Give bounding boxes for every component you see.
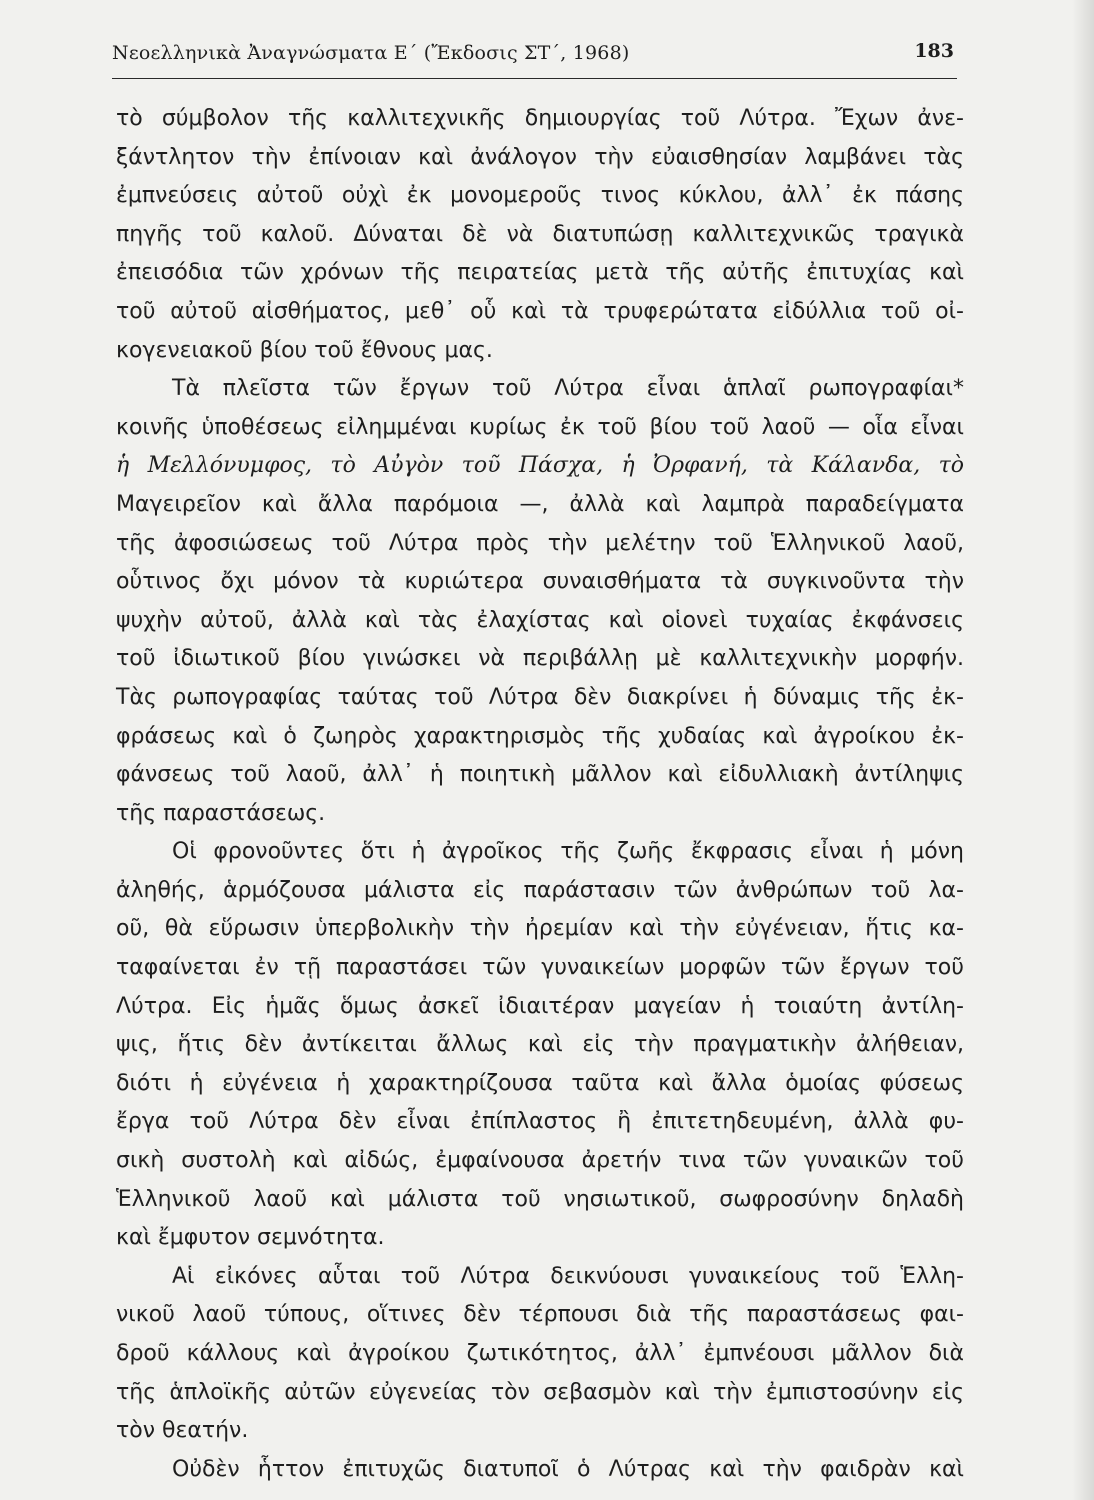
paragraph-start-line: Τὰ πλεῖστα τῶν ἔργων τοῦ Λύτρα εἶναι ἁπλαῖ ρωπογραφίαι*: [172, 376, 964, 402]
body-text: [116, 100, 964, 1489]
header-rule: [112, 78, 957, 79]
paragraph-end-line: κογενειακοῦ βίου τοῦ ἔθνους μας.: [116, 337, 493, 363]
text-line: κοινῆς ὑποθέσεως εἰλημμέναι κυρίως ἐκ τοῦ βίου τοῦ λαοῦ — οἷα εἶναι: [116, 414, 964, 440]
running-title: Νεοελληνικὰ Ἀναγνώσματα Ε´ (Ἔκδοσις ΣΤ´, 1968): [112, 42, 630, 64]
text-line: Μαγειρεῖον καὶ ἄλλα παρόμοια —, ἀλλὰ καὶ λαμπρὰ παραδείγματα: [116, 491, 964, 517]
text-line: τῆς ἀφοσιώσεως τοῦ Λύτρα πρὸς τὴν μελέτην τοῦ Ἑλληνικοῦ λαοῦ,: [116, 530, 964, 556]
page-number: 183: [914, 40, 954, 62]
paragraph-end-line: τὸν θεατήν.: [116, 1418, 249, 1444]
paragraph-start-line: Αἱ εἰκόνες αὗται τοῦ Λύτρα δεικνύουσι γυναικείους τοῦ Ἑλλη-: [172, 1263, 964, 1289]
text-line: Λύτρα. Εἰς ἡμᾶς ὅμως ἀσκεῖ ἰδιαιτέραν μαγείαν ἡ τοιαύτη ἀντίλη-: [116, 993, 964, 1019]
text-line: ταφαίνεται ἐν τῇ παραστάσει τῶν γυναικείων μορφῶν τῶν ἔργων τοῦ: [116, 955, 964, 981]
text-line: οῦ, θὰ εὕρωσιν ὑπερβολικὴν τὴν ἠρεμίαν καὶ τὴν εὐγένειαν, ἥτις κα-: [116, 916, 964, 942]
text-line: τοῦ ἰδιωτικοῦ βίου γινώσκει νὰ περιβάλλῃ μὲ καλλιτεχνικὴν μορφήν.: [116, 646, 964, 672]
titles-line: ἡ Μελλόνυμφος, τὸ Αὐγὸν τοῦ Πάσχα, ἡ Ὀρφανή, τὰ Κάλανδα, τὸ: [116, 453, 964, 479]
text-line: πηγῆς τοῦ καλοῦ. Δύναται δὲ νὰ διατυπώσῃ καλλιτεχνικῶς τραγικὰ: [116, 221, 964, 247]
text-line: Τὰς ρωπογραφίας ταύτας τοῦ Λύτρα δὲν διακρίνει ἡ δύναμις τῆς ἐκ-: [116, 684, 964, 710]
text-line: ἐμπνεύσεις αὐτοῦ οὐχὶ ἐκ μονομεροῦς τινος κύκλου, ἀλλ᾽ ἐκ πάσης: [116, 183, 964, 209]
text-line: σικὴ συστολὴ καὶ αἰδώς, ἐμφαίνουσα ἀρετήν τινα τῶν γυναικῶν τοῦ: [116, 1148, 964, 1174]
text-line: ἔργα τοῦ Λύτρα δὲν εἶναι ἐπίπλαστος ἢ ἐπιτετηδευμένη, ἀλλὰ φυ-: [116, 1109, 964, 1135]
page-edge-shadow: [1072, 0, 1094, 1500]
text-line: οὗτινος ὄχι μόνον τὰ κυριώτερα συναισθήματα τὰ συγκινοῦντα τὴν: [116, 569, 964, 595]
text-line: τῆς ἁπλοϊκῆς αὐτῶν εὐγενείας τὸν σεβασμὸν καὶ τὴν ἐμπιστοσύνην εἰς: [116, 1379, 964, 1405]
text-line: δροῦ κάλλους καὶ ἀγροίκου ζωτικότητος, ἀλλ᾽ ἐμπνέουσι μᾶλλον διὰ: [116, 1341, 964, 1366]
paragraph-start-line: Οὐδὲν ἧττον ἐπιτυχῶς διατυποῖ ὁ Λύτρας καὶ τὴν φαιδρὰν καὶ: [172, 1456, 964, 1482]
text-line: φάνσεως τοῦ λαοῦ, ἀλλ᾽ ἡ ποιητικὴ μᾶλλον καὶ εἰδυλλιακὴ ἀντίληψις: [116, 762, 964, 788]
text-line: ψυχὴν αὐτοῦ, ἀλλὰ καὶ τὰς ἐλαχίστας καὶ οἱονεὶ τυχαίας ἐκφάνσεις: [116, 607, 964, 633]
text-line: φράσεως καὶ ὁ ζωηρὸς χαρακτηρισμὸς τῆς χυδαίας καὶ ἀγροίκου ἐκ-: [116, 723, 964, 749]
text-line: ἐπεισόδια τῶν χρόνων τῆς πειρατείας μετὰ τῆς αὐτῆς ἐπιτυχίας καὶ: [116, 260, 964, 286]
running-head: [112, 40, 954, 74]
text-line: τὸ σύμβολον τῆς καλλιτεχνικῆς δημιουργίας τοῦ Λύτρα. Ἔχων ἀνε-: [116, 106, 964, 131]
text-line: νικοῦ λαοῦ τύπους, οἵτινες δὲν τέρπουσι διὰ τῆς παραστάσεως φαι-: [116, 1302, 964, 1328]
paragraph-end-line: καὶ ἔμφυτον σεμνότητα.: [116, 1225, 385, 1251]
text-line: ψις, ἥτις δὲν ἀντίκειται ἄλλως καὶ εἰς τὴν πραγματικὴν ἀλήθειαν,: [116, 1032, 964, 1058]
paragraph-end-line: τῆς παραστάσεως.: [116, 800, 326, 826]
text-line: ξάντλητον τὴν ἐπίνοιαν καὶ ἀνάλογον τὴν εὐαισθησίαν λαμβάνει τὰς: [116, 144, 964, 170]
text-line: τοῦ αὐτοῦ αἰσθήματος, μεθ᾽ οὗ καὶ τὰ τρυφερώτατα εἰδύλλια τοῦ οἰ-: [116, 298, 964, 324]
paragraph-start-line: Οἱ φρονοῦντες ὅτι ἡ ἀγροῖκος τῆς ζωῆς ἔκφρασις εἶναι ἡ μόνη: [172, 839, 964, 865]
text-line: διότι ἡ εὐγένεια ἡ χαρακτηρίζουσα ταῦτα καὶ ἄλλα ὁμοίας φύσεως: [116, 1070, 964, 1096]
text-line: ἀληθής, ἁρμόζουσα μάλιστα εἰς παράστασιν τῶν ἀνθρώπων τοῦ λα-: [116, 877, 964, 903]
text-line: Ἑλληνικοῦ λαοῦ καὶ μάλιστα τοῦ νησιωτικοῦ, σωφροσύνην δηλαδὴ: [116, 1186, 964, 1212]
